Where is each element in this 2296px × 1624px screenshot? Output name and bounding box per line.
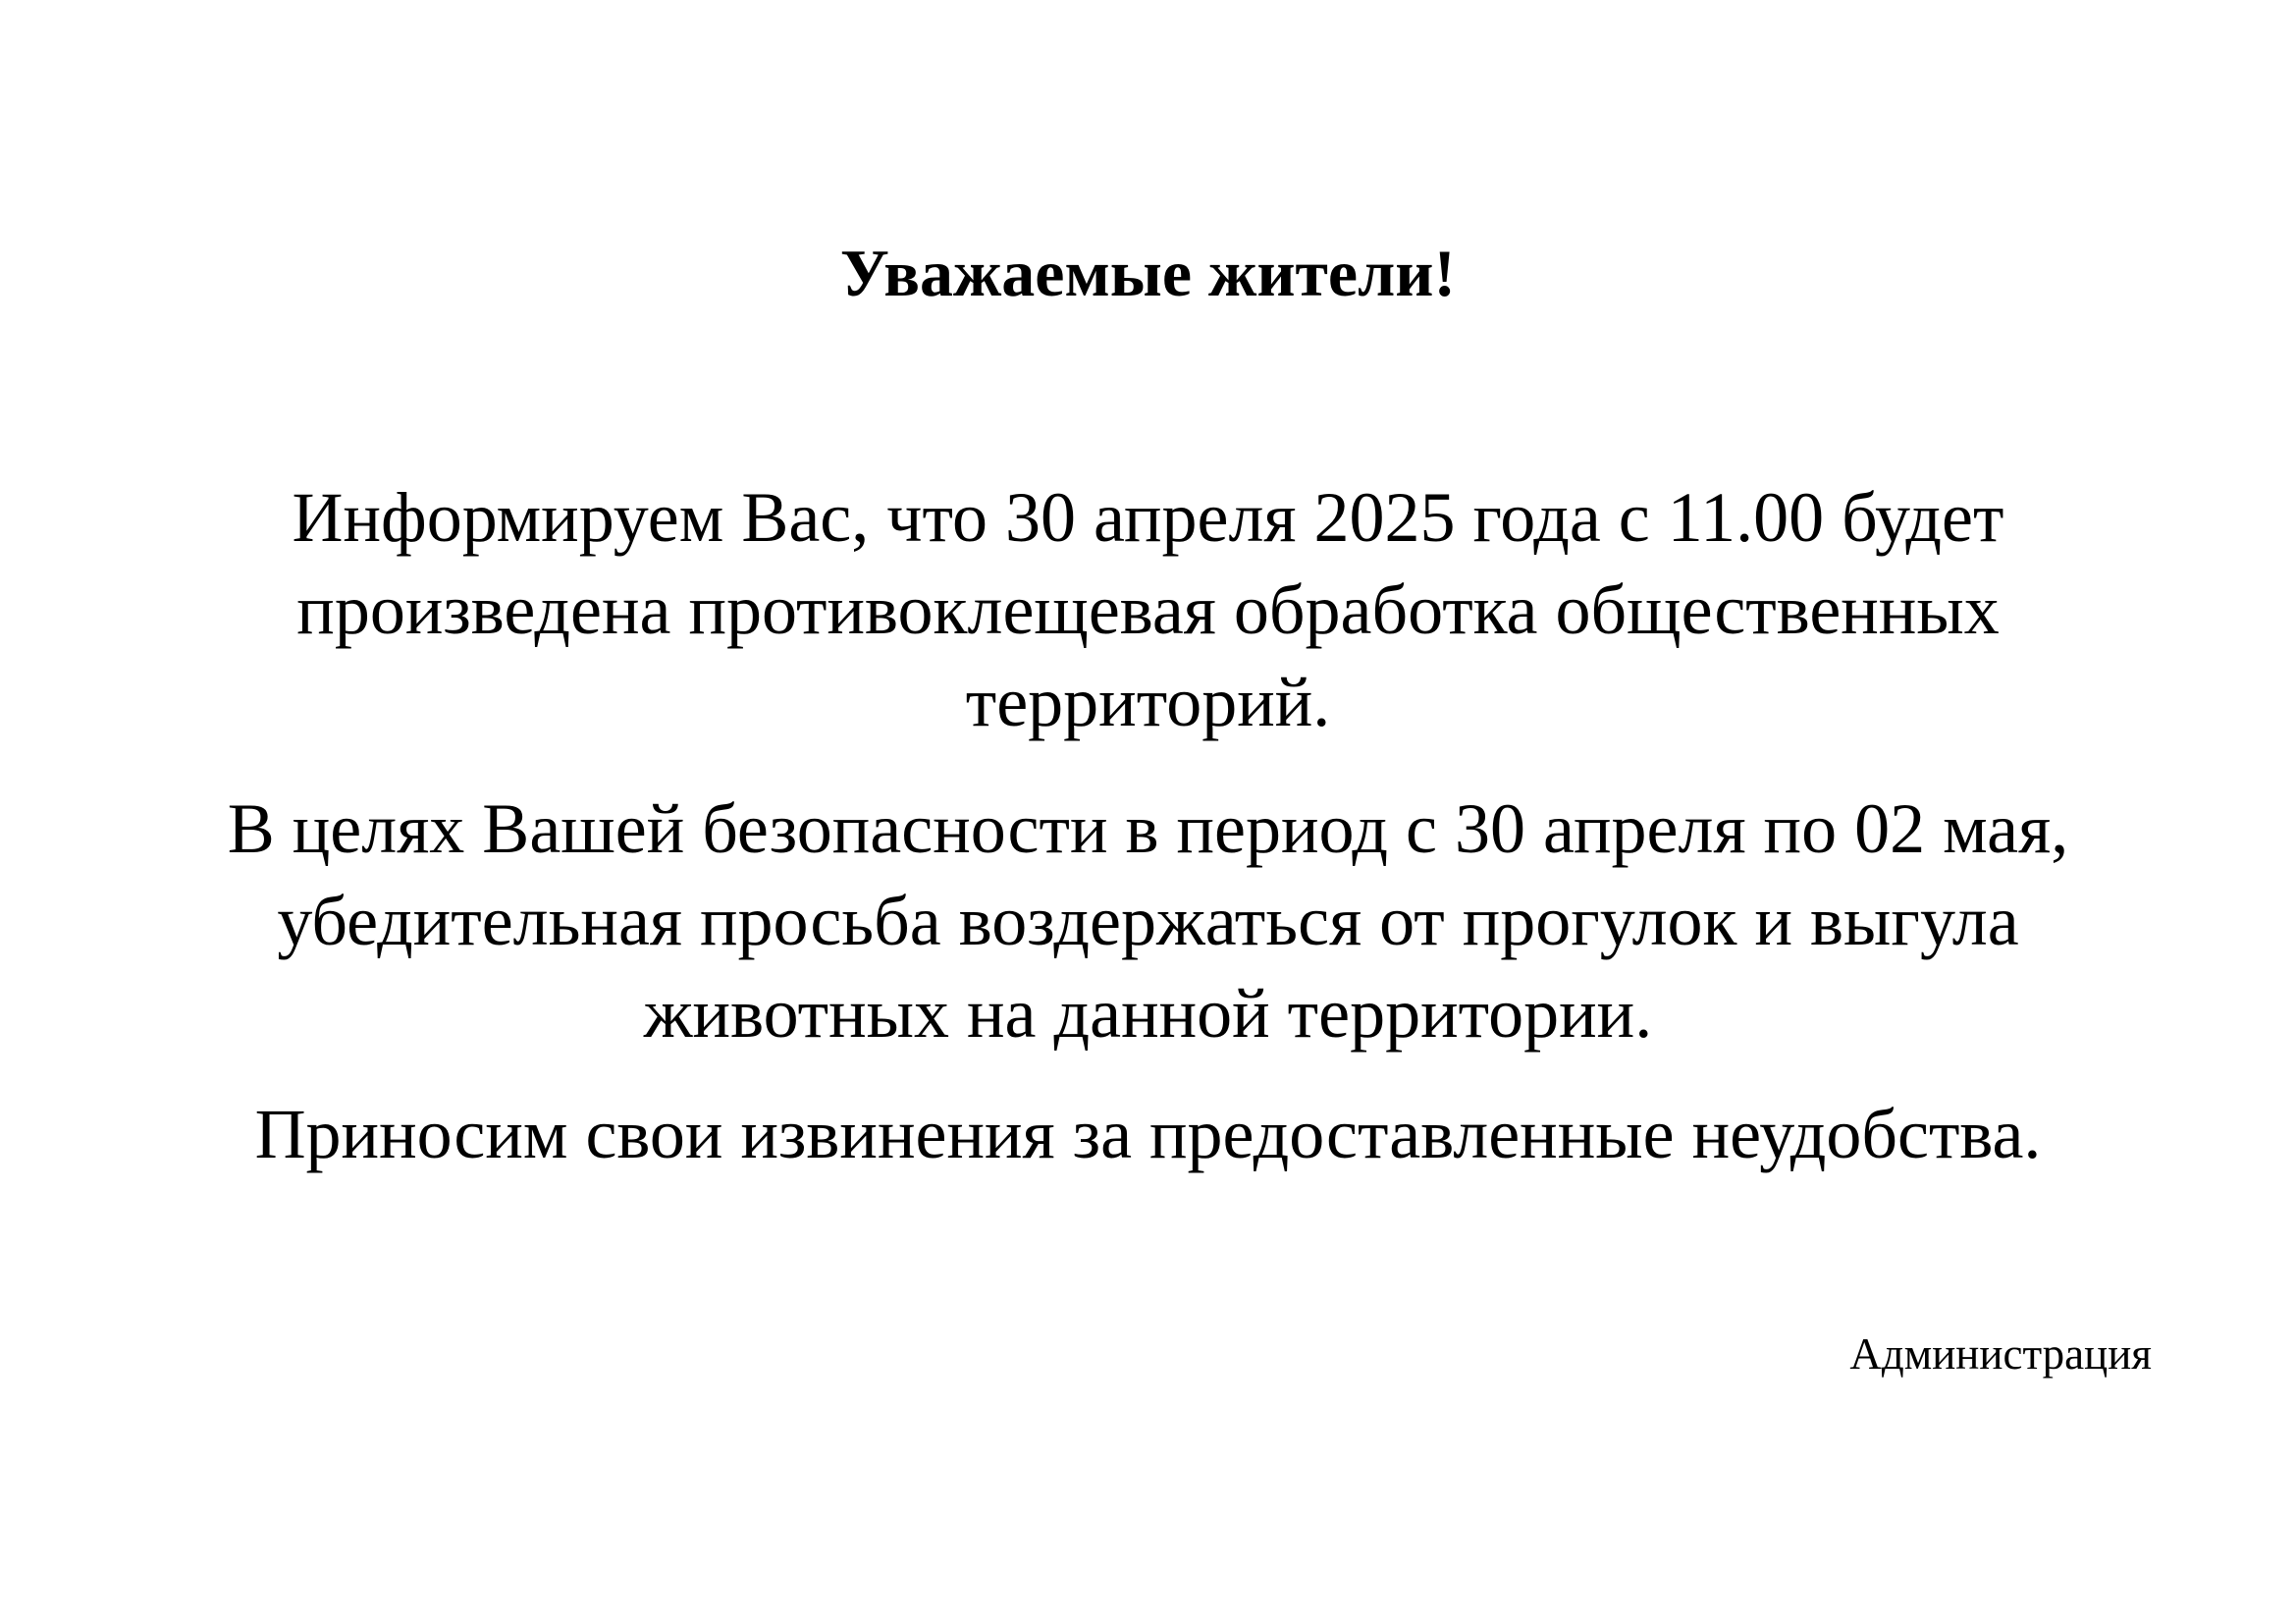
notice-paragraph-treatment-info: Информируем Вас, что 30 апреля 2025 года с 11.00 будет произведена противоклещевая обработка общественных территорий. bbox=[292, 478, 2004, 741]
notice-title: Уважаемые жители! bbox=[839, 236, 1457, 310]
notice-signature: Администрация bbox=[1849, 1329, 2152, 1379]
notice-paragraph-apology: Приносим свои извинения за предоставленные неудобства. bbox=[254, 1095, 2042, 1173]
notice-paragraph-safety-request: В целях Вашей безопасности в период с 30 апреля по 02 мая, убедительная просьба воздержаться от прогулок и выгула животных на данной территории. bbox=[227, 789, 2069, 1053]
